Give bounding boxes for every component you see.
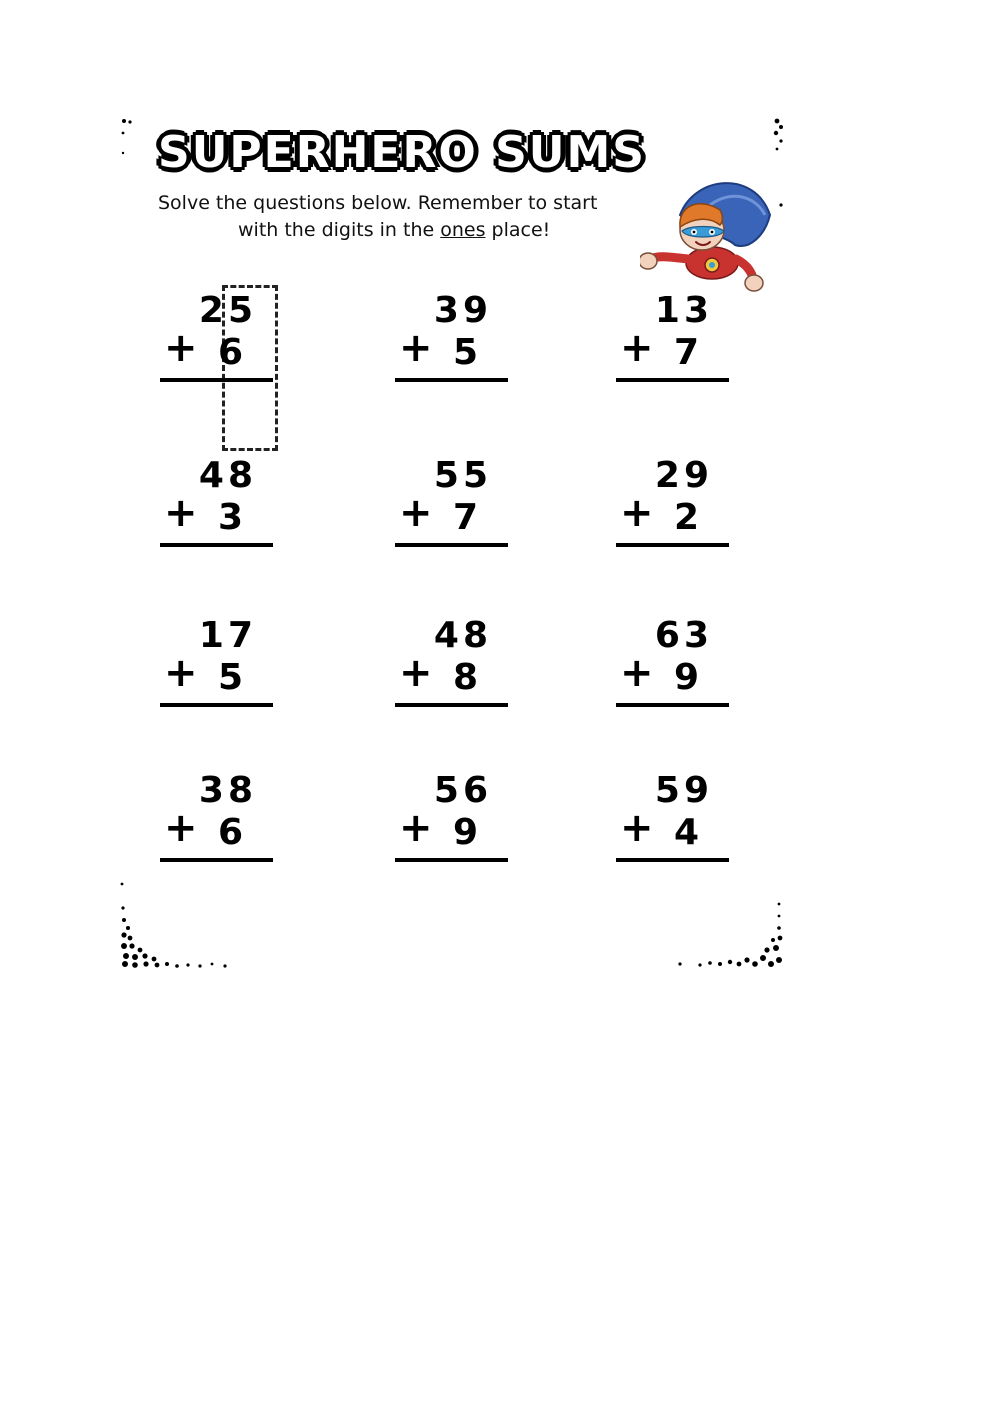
- instructions-line-2: with the digits in the ones place!: [238, 219, 551, 241]
- top-left-dots-icon: [120, 115, 140, 160]
- answer-line: [395, 703, 508, 707]
- answer-line: [160, 543, 273, 547]
- top-addend: 25: [198, 290, 257, 331]
- bottom-addend: 3: [217, 497, 243, 538]
- plus-sign: +: [164, 650, 198, 696]
- answer-line: [160, 703, 273, 707]
- bottom-addend: 6: [217, 812, 243, 853]
- bottom-addend: 2: [673, 497, 699, 538]
- bottom-addend: 4: [673, 812, 699, 853]
- top-addend: 29: [654, 455, 713, 496]
- bottom-right-dots-icon: [675, 900, 785, 970]
- addition-problem: [616, 615, 731, 715]
- plus-sign: +: [164, 325, 198, 371]
- addition-problem: [160, 770, 275, 870]
- addition-problem: [160, 615, 275, 715]
- plus-sign: +: [620, 805, 654, 851]
- addition-problem: [395, 615, 510, 715]
- bottom-addend: 8: [452, 657, 478, 698]
- top-addend: 48: [198, 455, 257, 496]
- bottom-addend: 7: [673, 332, 699, 373]
- worksheet: [120, 115, 785, 970]
- addition-problem: [395, 455, 510, 555]
- addition-problem: [616, 770, 731, 870]
- bottom-addend: 9: [452, 812, 478, 853]
- top-addend: 56: [433, 770, 492, 811]
- addition-problem: [395, 770, 510, 870]
- plus-sign: +: [620, 650, 654, 696]
- top-addend: 38: [198, 770, 257, 811]
- top-addend: 55: [433, 455, 492, 496]
- addition-problem: [395, 290, 510, 390]
- worksheet-title: SUPERHERO SUMS: [158, 127, 646, 178]
- answer-line: [395, 378, 508, 382]
- addition-problem: [160, 455, 275, 555]
- top-addend: 59: [654, 770, 713, 811]
- bottom-addend: 7: [452, 497, 478, 538]
- top-addend: 63: [654, 615, 713, 656]
- plus-sign: +: [620, 325, 654, 371]
- answer-line: [616, 703, 729, 707]
- plus-sign: +: [164, 805, 198, 851]
- superhero-boy-icon: [640, 175, 775, 295]
- top-addend: 17: [198, 615, 257, 656]
- addition-problem: [616, 290, 731, 390]
- top-addend: 39: [433, 290, 492, 331]
- bottom-addend: 9: [673, 657, 699, 698]
- top-addend: 48: [433, 615, 492, 656]
- instructions: [158, 190, 678, 244]
- instructions-line-1: Solve the questions below. Remember to start: [158, 192, 598, 214]
- answer-line: [160, 378, 273, 382]
- answer-line: [395, 543, 508, 547]
- plus-sign: +: [620, 490, 654, 536]
- bottom-addend: 6: [217, 332, 243, 373]
- answer-line: [616, 378, 729, 382]
- addition-problem: [616, 455, 731, 555]
- bottom-addend: 5: [217, 657, 243, 698]
- plus-sign: +: [164, 490, 198, 536]
- top-addend: 13: [654, 290, 713, 331]
- answer-line: [616, 543, 729, 547]
- addition-problem: [160, 290, 275, 390]
- plus-sign: +: [399, 805, 433, 851]
- answer-line: [395, 858, 508, 862]
- answer-line: [616, 858, 729, 862]
- bottom-addend: 5: [452, 332, 478, 373]
- plus-sign: +: [399, 490, 433, 536]
- ones-underlined: ones: [440, 219, 486, 241]
- plus-sign: +: [399, 650, 433, 696]
- plus-sign: +: [399, 325, 433, 371]
- answer-line: [160, 858, 273, 862]
- bottom-left-dots-icon: [120, 880, 235, 970]
